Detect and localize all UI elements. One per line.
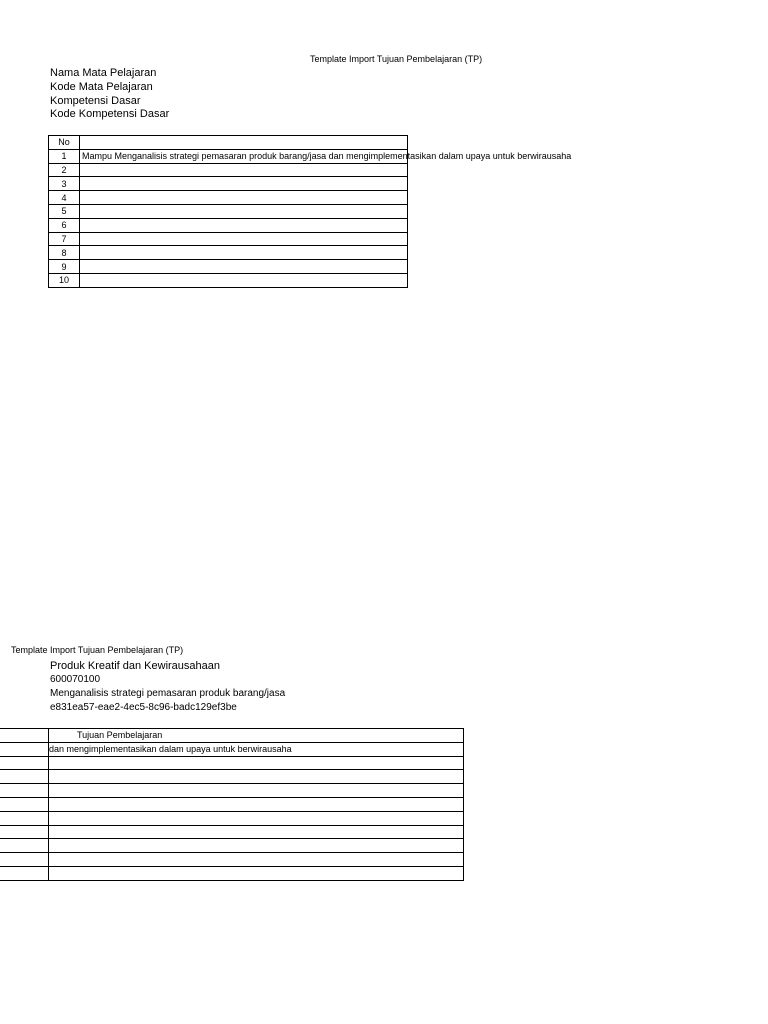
- template-title-right-fragment: Template Import Tujuan Pembelajaran (TP): [11, 645, 184, 655]
- table-row: [0, 866, 464, 880]
- row-tp: [80, 204, 408, 218]
- row-tp: [80, 246, 408, 260]
- header-tp-left-blank: [80, 136, 408, 150]
- field-label-kode-mapel: Kode Mata Pelajaran: [50, 81, 153, 93]
- row-cell: [0, 756, 49, 770]
- row-cell: [0, 770, 49, 784]
- row-cell: [49, 839, 464, 853]
- table-header-row: [0, 729, 464, 743]
- table-row: [49, 232, 408, 246]
- row-cell: [49, 825, 464, 839]
- field-value-nama-mapel: Produk Kreatif dan Kewirausahaan: [50, 660, 220, 672]
- field-value-kompetensi-dasar: Menganalisis strategi pemasaran produk barang/jasa: [50, 688, 286, 699]
- field-value-kode-kompetensi: e831ea57-eae2-4ec5-8c96-badc129ef3be: [50, 702, 237, 713]
- row-no: 8: [49, 246, 80, 260]
- row-cell: [49, 811, 464, 825]
- row-tp-continuation: dan mengimplementasikan dalam upaya untuk berwirausaha: [49, 744, 292, 755]
- row-tp: [80, 191, 408, 205]
- table-row: [0, 756, 464, 770]
- row-cell: [0, 853, 49, 867]
- row-cell: [0, 797, 49, 811]
- table-header-row: [49, 136, 408, 150]
- table-row: [49, 177, 408, 191]
- table-row: [0, 784, 464, 798]
- row-cell: [0, 811, 49, 825]
- row-tp-cont: [49, 742, 464, 756]
- row-no: 5: [49, 204, 80, 218]
- field-value-kode-mapel: 600070100: [50, 674, 101, 685]
- row-no: 9: [49, 260, 80, 274]
- row-no: 3: [49, 177, 80, 191]
- header-no: No: [49, 136, 80, 150]
- header-tp: Tujuan Pembelajaran: [49, 729, 464, 743]
- row-tp: [80, 232, 408, 246]
- row-cell: [0, 839, 49, 853]
- print-page-right: [0, 640, 768, 890]
- row-no: 6: [49, 218, 80, 232]
- table-row: [49, 260, 408, 274]
- row-tp: [80, 177, 408, 191]
- tp-table-left: [48, 135, 572, 288]
- row-cell: [0, 825, 49, 839]
- tp-table-right: [0, 728, 464, 881]
- row-no: 4: [49, 191, 80, 205]
- row-cell: [49, 756, 464, 770]
- table-row: [49, 218, 408, 232]
- row-cell: [49, 770, 464, 784]
- table-row: [49, 163, 408, 177]
- row-no: 10: [49, 273, 80, 287]
- row-cell: [0, 784, 49, 798]
- row-no: 2: [49, 163, 80, 177]
- row-cell: [49, 866, 464, 880]
- row-tp: Mampu Menganalisis strategi pemasaran produk barang/jasa dan mengimplementasikan dalam upaya untuk berwirausaha: [80, 149, 408, 163]
- row-no: 7: [49, 232, 80, 246]
- table-row: [0, 825, 464, 839]
- row-cell: [0, 866, 49, 880]
- row-no: 1: [49, 149, 80, 163]
- table-row: [0, 811, 464, 825]
- page-right-clip: [11, 640, 468, 890]
- print-page-left: [0, 0, 768, 300]
- table-row: [0, 797, 464, 811]
- table-row: [49, 273, 408, 287]
- field-label-nama-mapel: Nama Mata Pelajaran: [50, 67, 157, 79]
- page-left-clip: [0, 0, 572, 300]
- table-row: [0, 742, 464, 756]
- row-cell: [49, 853, 464, 867]
- table-row: [49, 246, 408, 260]
- row-cell: [49, 784, 464, 798]
- table-row: [0, 770, 464, 784]
- table-row: [49, 204, 408, 218]
- row-tp: [80, 218, 408, 232]
- table-row: [0, 839, 464, 853]
- template-title-left-fragment: Template Import Tujuan Pembelajaran (TP): [310, 54, 483, 64]
- table-row: [49, 191, 408, 205]
- row-tp: [80, 260, 408, 274]
- row-tp: [80, 163, 408, 177]
- row-tp: [80, 273, 408, 287]
- field-label-kode-kompetensi: Kode Kompetensi Dasar: [50, 108, 170, 120]
- table-row: [49, 149, 408, 163]
- row-cell: [49, 797, 464, 811]
- field-label-kompetensi-dasar: Kompetensi Dasar: [50, 95, 141, 107]
- table-row: [0, 853, 464, 867]
- row-tp-hidden: [0, 742, 49, 756]
- header-left-hidden: [0, 729, 49, 743]
